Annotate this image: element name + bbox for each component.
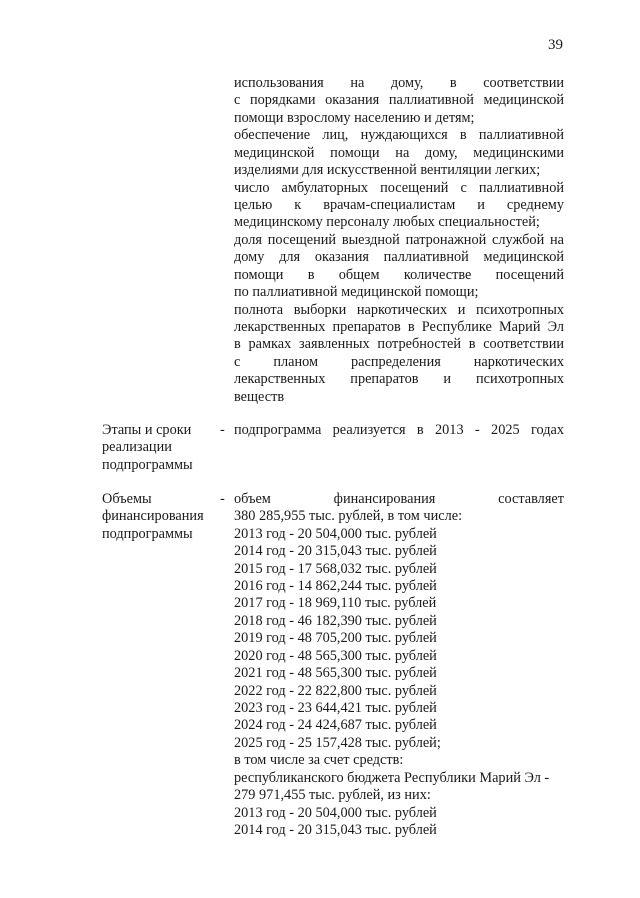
text-line: обеспечение лиц, нуждающихся в паллиативной — [234, 127, 564, 143]
section-value: подпрограмма реализуется в 2013 - 2025 годах — [234, 422, 564, 438]
text-line: с планом распределения наркотических — [234, 354, 564, 370]
text-line: в рамках заявленных потребностей в соответствии — [234, 336, 564, 352]
funding-line: 2016 год - 14 862,244 тыс. рублей — [234, 578, 437, 594]
text-line: изделиями для искусственной вентиляции легких; — [234, 162, 541, 178]
text-line: медицинской помощи на дому, медицинскими — [234, 145, 564, 161]
text-line: доля посещений выездной патронажной службой на — [234, 232, 564, 248]
funding-line: объем финансирования составляет — [234, 491, 564, 507]
funding-line: в том числе за счет средств: — [234, 752, 404, 768]
section-label-line: реализации — [102, 439, 172, 455]
funding-line: 2014 год - 20 315,043 тыс. рублей — [234, 822, 437, 838]
section-label-line: Объемы — [102, 491, 152, 507]
section-label-line: подпрограммы — [102, 526, 193, 542]
funding-line: 2025 год - 25 157,428 тыс. рублей; — [234, 735, 441, 751]
text-line: с порядками оказания паллиативной медицинской — [234, 92, 564, 108]
text-line: использования на дому, в соответствии — [234, 75, 564, 91]
funding-line: 2013 год - 20 504,000 тыс. рублей — [234, 805, 437, 821]
funding-line: 2018 год - 46 182,390 тыс. рублей — [234, 613, 437, 629]
funding-line: 2017 год - 18 969,110 тыс. рублей — [234, 595, 437, 611]
section-dash: - — [220, 491, 225, 507]
funding-line: 2015 год - 17 568,032 тыс. рублей — [234, 561, 437, 577]
funding-line: 2013 год - 20 504,000 тыс. рублей — [234, 526, 437, 542]
section-label-line: финансирования — [102, 508, 204, 524]
text-line: дому для оказания паллиативной медицинской — [234, 249, 564, 265]
text-line: целью к врачам-специалистам и среднему — [234, 197, 564, 213]
text-line: веществ — [234, 389, 285, 405]
funding-line: 2022 год - 22 822,800 тыс. рублей — [234, 683, 437, 699]
funding-line: 2021 год - 48 565,300 тыс. рублей — [234, 665, 437, 681]
funding-line: 279 971,455 тыс. рублей, из них: — [234, 787, 431, 803]
text-line: полнота выборки наркотических и психотропных — [234, 302, 564, 318]
section-dash: - — [220, 422, 225, 438]
text-line: число амбулаторных посещений с паллиативной — [234, 180, 564, 196]
section-label-line: подпрограммы — [102, 457, 193, 473]
text-line: лекарственных препаратов в Республике Марий Эл — [234, 319, 564, 335]
text-line: помощи взрослому населению и детям; — [234, 110, 475, 126]
funding-line: 2014 год - 20 315,043 тыс. рублей — [234, 543, 437, 559]
funding-line: 2024 год - 24 424,687 тыс. рублей — [234, 717, 437, 733]
funding-line: 2020 год - 48 565,300 тыс. рублей — [234, 648, 437, 664]
funding-line: 2023 год - 23 644,421 тыс. рублей — [234, 700, 437, 716]
page-number: 39 — [548, 37, 563, 53]
text-line: по паллиативной медицинской помощи; — [234, 284, 479, 300]
text-line: помощи в общем количестве посещений — [234, 267, 564, 283]
funding-line: 380 285,955 тыс. рублей, в том числе: — [234, 508, 463, 524]
section-label-line: Этапы и сроки — [102, 422, 192, 438]
funding-line: республиканского бюджета Республики Марий Эл - — [234, 770, 550, 786]
text-line: медицинскому персоналу любых специальностей; — [234, 214, 540, 230]
text-line: лекарственных препаратов и психотропных — [234, 371, 564, 387]
funding-line: 2019 год - 48 705,200 тыс. рублей — [234, 630, 437, 646]
